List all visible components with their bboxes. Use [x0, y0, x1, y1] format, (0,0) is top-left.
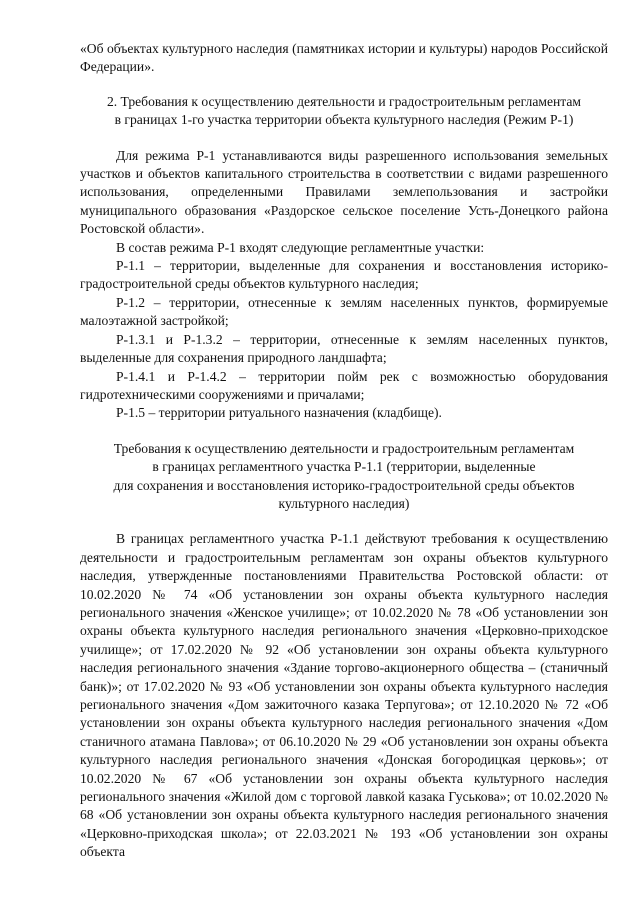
list-item-p-1-5: Р-1.5 – территории ритуального назначения (кладбище). — [116, 405, 442, 421]
list-item-p-1-2: Р-1.2 – территории, отнесенные к землям населенных пунктов, формируемые малоэтажной застройкой; — [80, 294, 608, 329]
subsection-heading-line: культурного наследия) — [278, 495, 410, 511]
section-heading-line: в границах 1-го участка территории объекта культурного наследия (Режим Р-1) — [114, 112, 574, 128]
body-paragraph: Для режима Р-1 устанавливаются виды разрешенного использования земельных участков и объектов капитального строительства в соответствии с видами разрешенного использования, определенными Правилами землепользования и застройки муниципального образования «Раздорское сельское поселение Усть-Донецкого района Ростовской области». — [80, 147, 608, 237]
list-item-p-1-1: Р-1.1 – территории, выделенные для сохранения и восстановления историко-градостроительной среды объектов культурного наследия; — [80, 258, 608, 292]
list-item-p-1-4: Р-1.4.1 и Р-1.4.2 – территории пойм рек с возможностью оборудования гидротехническими сооружениями и причалами; — [80, 368, 608, 402]
spacer — [80, 77, 608, 93]
intro-paragraph: «Об объектах культурного наследия (памятниках истории и культуры) народов Российской Федерации». — [80, 41, 608, 75]
body-paragraph: В состав режима Р-1 входят следующие регламентные участки: — [116, 239, 485, 255]
spacer — [80, 423, 608, 440]
subsection-heading-line: в границах регламентного участка Р-1.1 (территории, выделенные — [152, 459, 536, 475]
section-heading-line: 2. Требования к осуществлению деятельности и градостроительным регламентам — [106, 93, 582, 109]
section-heading — [80, 93, 608, 130]
subsection-heading — [80, 440, 608, 514]
spacer — [80, 513, 608, 530]
spacer — [80, 130, 608, 147]
subsection-heading-line: Требования к осуществлению деятельности и градостроительным регламентам — [113, 440, 575, 456]
regime-description — [80, 147, 608, 423]
final-paragraph: В границах регламентного участка Р-1.1 действуют требования к осуществлению деятельности и градостроительным регламентам зон охраны объектов культурного наследия, утвержденные постановлениями Правительства Ростовской области: от 10.02.2020 № 74 «Об установлении зон охраны объекта культурного наследия регионального значения «Женское училище»; от 10.02.2020 № 78 «Об установлении зон охраны объекта культурного наследия регионального значения «Церковно-приходское училище»; от 17.02.2020 № 92 «Об установлении зон охраны объекта культурного наследия регионального значения «Здание торгово-акционерного общества – (станичный банк)»; от 17.02.2020 № 93 «Об установлении зон охраны объекта культурного наследия регионального значения «Дом зажиточного казака Терпугова»; от 12.10.2020 № 72 «Об установлении зон охраны объекта культурного наследия регионального значения «Дом станичного атамана Павлова»; от 06.10.2020 № 29 «Об установлении зон охраны объекта культурного наследия регионального значения «Донская богородицкая церковь»; от 10.02.2020 № 67 «Об установлении зон охраны объекта культурного наследия регионального значения «Жилой дом с торговой лавкой казака Гуськова»; от 10.02.2020 № 68 «Об установлении зон охраны объекта культурного наследия регионального значения «Церковно-приходская школа»; от 22.03.2021 № 193 «Об установлении зон охраны объекта — [80, 531, 608, 860]
list-item-p-1-3: Р-1.3.1 и Р-1.3.2 – территории, отнесенные к землям населенных пунктов, выделенные для сохранения природного ландшафта; — [80, 331, 608, 366]
subsection-heading-line: для сохранения и восстановления историко-градостроительной среды объектов — [113, 477, 575, 493]
